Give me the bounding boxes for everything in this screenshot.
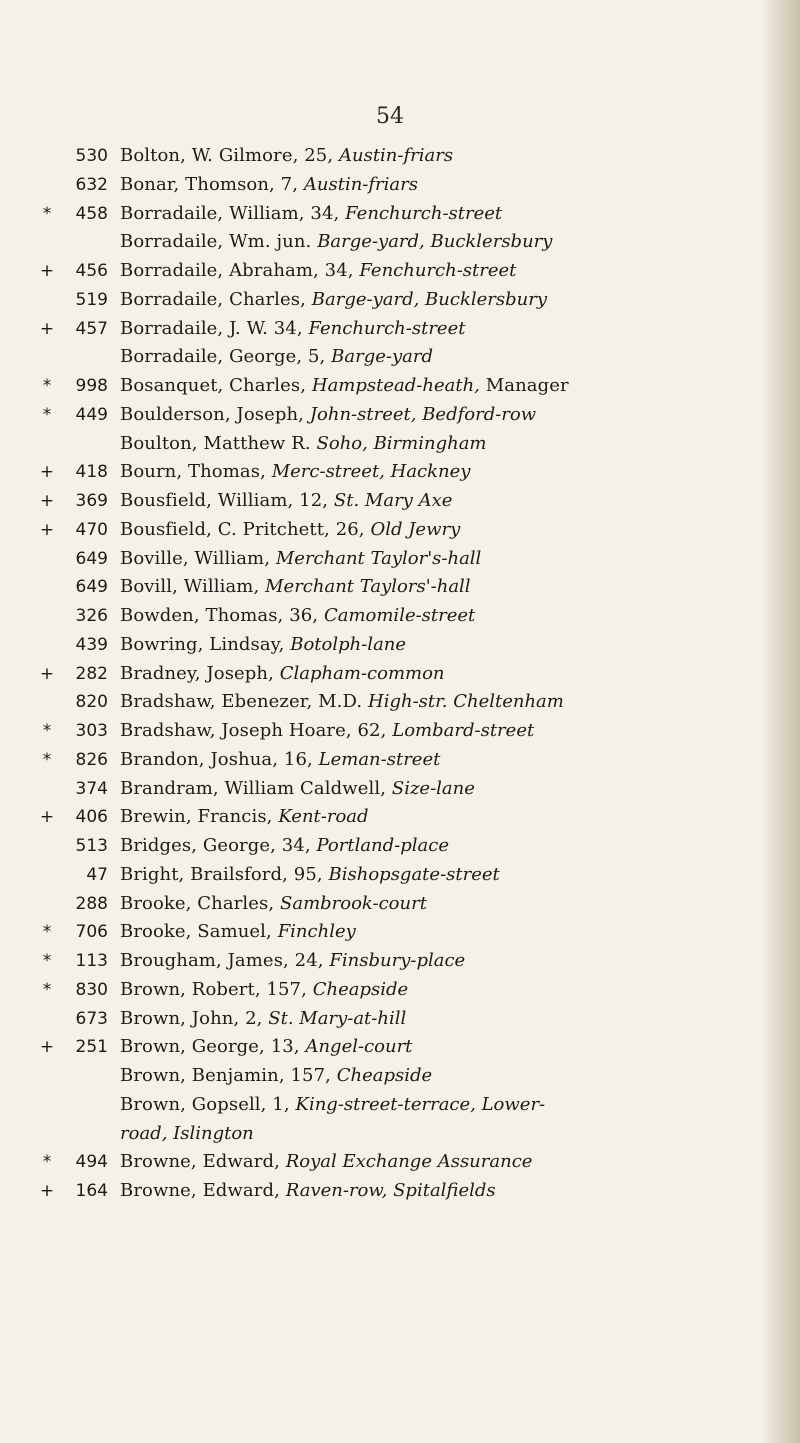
entry-address: St. Mary Axe <box>333 490 453 511</box>
entry-address: High-str. Cheltenham <box>368 691 564 713</box>
entry-number: 519 <box>75 289 108 310</box>
entry-address: Cheapside <box>336 1065 433 1086</box>
entry-name: Browne, Edward, <box>120 1180 286 1201</box>
entry-number: 632 <box>75 174 108 195</box>
directory-entry <box>36 832 776 861</box>
directory-entry <box>36 1062 776 1091</box>
entry-mark: * <box>42 979 52 1000</box>
entry-number: 303 <box>75 721 108 741</box>
entry-mark: + <box>39 462 55 483</box>
entry-name: Brougham, James, 24, <box>120 950 330 971</box>
entry-mark: + <box>39 807 55 828</box>
entry-address: Soho, Birmingham <box>316 432 487 454</box>
entry-address: Fenchurch-street <box>308 317 466 339</box>
directory-entry <box>36 947 776 976</box>
entry-name: Bonar, Thomson, 7, <box>120 173 304 195</box>
directory-entry <box>36 286 776 315</box>
entry-mark: * <box>42 922 52 943</box>
entry-number: 164 <box>75 1181 108 1201</box>
directory-entry <box>36 372 776 401</box>
entry-address: Finchley <box>277 921 356 943</box>
entry-name: Brown, George, 13, <box>120 1036 306 1058</box>
directory-entry <box>36 142 776 171</box>
entry-mark: * <box>42 203 52 224</box>
page-number: 54 <box>376 104 404 129</box>
entry-number: 406 <box>75 807 108 828</box>
entry-name: Borradaile, J. W. 34, <box>120 317 309 339</box>
entry-address: Kent-road <box>278 806 369 828</box>
entry-name: Boville, William, <box>120 547 276 569</box>
entry-number: 673 <box>75 1008 108 1029</box>
entry-name: Bowden, Thomas, 36, <box>120 605 324 626</box>
directory-entry <box>36 861 776 890</box>
entry-address: Austin-friars <box>303 173 418 195</box>
entry-mark: + <box>39 663 55 684</box>
entry-name: Brandon, Joshua, 16, <box>120 748 319 770</box>
entry-name: Bright, Brailsford, 95, <box>120 863 329 885</box>
entry-address: Merchant Taylor's-hall <box>275 547 482 569</box>
entry-address: Old Jewry <box>370 518 461 540</box>
entry-name: Brooke, Charles, <box>120 892 280 914</box>
directory-entry <box>36 487 776 516</box>
entry-number: 998 <box>75 376 108 396</box>
directory-entry <box>36 516 776 545</box>
directory-entries <box>36 142 776 1206</box>
directory-entry <box>36 228 776 257</box>
directory-entry <box>36 803 776 832</box>
entry-number: 649 <box>75 548 108 569</box>
directory-entry <box>36 1120 776 1149</box>
entry-number: 649 <box>75 577 108 598</box>
directory-entry <box>36 401 776 430</box>
entry-address: Leman-street <box>318 748 441 770</box>
entry-mark: + <box>39 519 55 540</box>
entry-number: 369 <box>75 491 108 511</box>
directory-entry <box>36 976 776 1005</box>
entry-address: Merc-street, Hackney <box>271 461 471 483</box>
entry-address: Barge-yard, Bucklersbury <box>311 288 548 310</box>
directory-entry <box>36 775 776 804</box>
entry-name: Bradney, Joseph, <box>120 662 280 684</box>
entry-name: Borradaile, William, 34, <box>120 202 346 224</box>
directory-entry <box>36 688 776 717</box>
directory-entry <box>36 746 776 775</box>
entry-number: 457 <box>75 318 108 339</box>
entry-name: Brooke, Samuel, <box>120 921 278 943</box>
entry-name: Bradshaw, Ebenezer, M.D. <box>120 691 369 713</box>
entry-mark: + <box>39 318 55 339</box>
entry-address: Bishopsgate-street <box>328 863 500 885</box>
entry-number: 513 <box>75 836 108 856</box>
directory-entry <box>36 257 776 286</box>
entry-name: Brown, John, 2, <box>120 1007 269 1029</box>
entry-number: 282 <box>75 663 108 684</box>
entry-number: 374 <box>75 778 108 799</box>
entry-address: Barge-yard, Bucklersbury <box>317 231 553 253</box>
entry-name: Brewin, Francis, <box>120 806 279 828</box>
entry-address: Austin-friars <box>338 145 454 166</box>
entry-mark: + <box>39 1037 55 1058</box>
directory-entry <box>36 573 776 602</box>
entry-number: 706 <box>75 922 108 943</box>
entry-mark: + <box>39 261 55 281</box>
entry-number: 418 <box>75 462 108 483</box>
directory-entry <box>36 458 776 487</box>
entry-name: Bridges, George, 34, <box>120 835 317 856</box>
entry-name: Bradshaw, Joseph Hoare, 62, <box>120 720 393 741</box>
entry-number: 449 <box>75 404 108 425</box>
entry-name: Bowring, Lindsay, <box>120 633 291 655</box>
entry-number: 326 <box>75 606 108 626</box>
directory-entry <box>36 631 776 660</box>
entry-address: Raven-row, Spitalfields <box>285 1180 496 1201</box>
entry-name: Bolton, W. Gilmore, 25, <box>120 145 339 166</box>
entry-name: Borradaile, George, 5, <box>120 346 332 368</box>
entry-number: 494 <box>75 1152 108 1173</box>
entry-name: Bosanquet, Charles, <box>120 375 312 396</box>
directory-entry <box>36 315 776 344</box>
directory-entry <box>36 602 776 631</box>
entry-address: Royal Exchange Assurance <box>285 1151 533 1173</box>
entry-address: John-street, Bedford-row <box>309 403 537 425</box>
entry-mark: * <box>42 951 52 971</box>
entry-address: Merchant Taylors'-hall <box>265 576 471 598</box>
directory-entry <box>36 918 776 947</box>
entry-mark: + <box>39 491 55 511</box>
entry-mark: * <box>42 404 52 425</box>
directory-entry <box>36 890 776 919</box>
entry-number: 826 <box>75 749 108 770</box>
entry-address: Cheapside <box>312 978 409 1000</box>
entry-name: Brown, Benjamin, 157, <box>120 1065 337 1086</box>
entry-address: Angel-court <box>305 1036 413 1058</box>
entry-address: King-street-terrace, Lower- <box>295 1093 546 1115</box>
entry-name: Boulderson, Joseph, <box>120 403 310 425</box>
entry-address: road, Islington <box>120 1122 254 1144</box>
entry-number: 439 <box>75 634 108 655</box>
entry-name: Bourn, Thomas, <box>120 461 272 483</box>
directory-entry <box>36 171 776 200</box>
entry-name: Brown, Gopsell, 1, <box>120 1093 296 1115</box>
directory-entry <box>36 1005 776 1034</box>
entry-address: Camomile-street <box>323 605 476 626</box>
entry-number: 530 <box>75 146 108 166</box>
directory-entry <box>36 1033 776 1062</box>
entry-address: Lombard-street <box>392 720 535 741</box>
entry-mark: * <box>42 721 52 741</box>
entry-mark: * <box>42 1152 52 1173</box>
directory-entry <box>36 660 776 689</box>
directory-entry <box>36 430 776 459</box>
entry-name: Bousfield, C. Pritchett, 26, <box>120 518 371 540</box>
entry-address: Fenchurch-street <box>345 202 503 224</box>
directory-entry <box>36 1177 776 1206</box>
entry-name: Borradaile, Wm. jun. <box>120 231 318 253</box>
entry-number: 458 <box>75 203 108 224</box>
entry-name: Boulton, Matthew R. <box>120 432 317 454</box>
entry-number: 251 <box>75 1037 108 1058</box>
entry-number: 470 <box>75 519 108 540</box>
entry-address: Clapham-common <box>279 662 445 684</box>
directory-entry <box>36 545 776 574</box>
directory-entry <box>36 1148 776 1177</box>
entry-name: Browne, Edward, <box>120 1151 286 1173</box>
entry-address: Sambrook-court <box>280 892 427 914</box>
entry-address: Botolph-lane <box>290 633 407 655</box>
entry-number: 113 <box>75 951 108 971</box>
entry-name: Bousfield, William, 12, <box>120 490 334 511</box>
entry-address: Portland-place <box>316 835 450 856</box>
entry-name: Brown, Robert, 157, <box>120 978 313 1000</box>
entry-mark: * <box>42 376 52 396</box>
entry-address: St. Mary-at-hill <box>268 1007 407 1029</box>
entry-name: Bovill, William, <box>120 576 266 598</box>
entry-mark: * <box>42 749 52 770</box>
entry-number: 456 <box>75 261 108 281</box>
directory-entry <box>36 200 776 229</box>
entry-name: Borradaile, Charles, <box>120 288 312 310</box>
entry-mark: + <box>39 1181 55 1201</box>
entry-name: Borradaile, Abraham, 34, <box>120 260 360 281</box>
directory-entry <box>36 1091 776 1120</box>
entry-address: Barge-yard <box>331 346 434 368</box>
entry-role: Manager <box>479 375 569 396</box>
entry-address: Hampstead-heath, <box>311 375 480 396</box>
entry-address: Size-lane <box>391 777 475 799</box>
entry-number: 830 <box>75 979 108 1000</box>
directory-entry <box>36 717 776 746</box>
directory-entry <box>36 343 776 372</box>
entry-address: Finsbury-place <box>329 950 466 971</box>
entry-number: 288 <box>75 893 108 914</box>
entry-number: 820 <box>75 692 108 713</box>
entry-number: 47 <box>86 864 108 885</box>
entry-address: Fenchurch-street <box>359 260 517 281</box>
entry-name: Brandram, William Caldwell, <box>120 777 392 799</box>
